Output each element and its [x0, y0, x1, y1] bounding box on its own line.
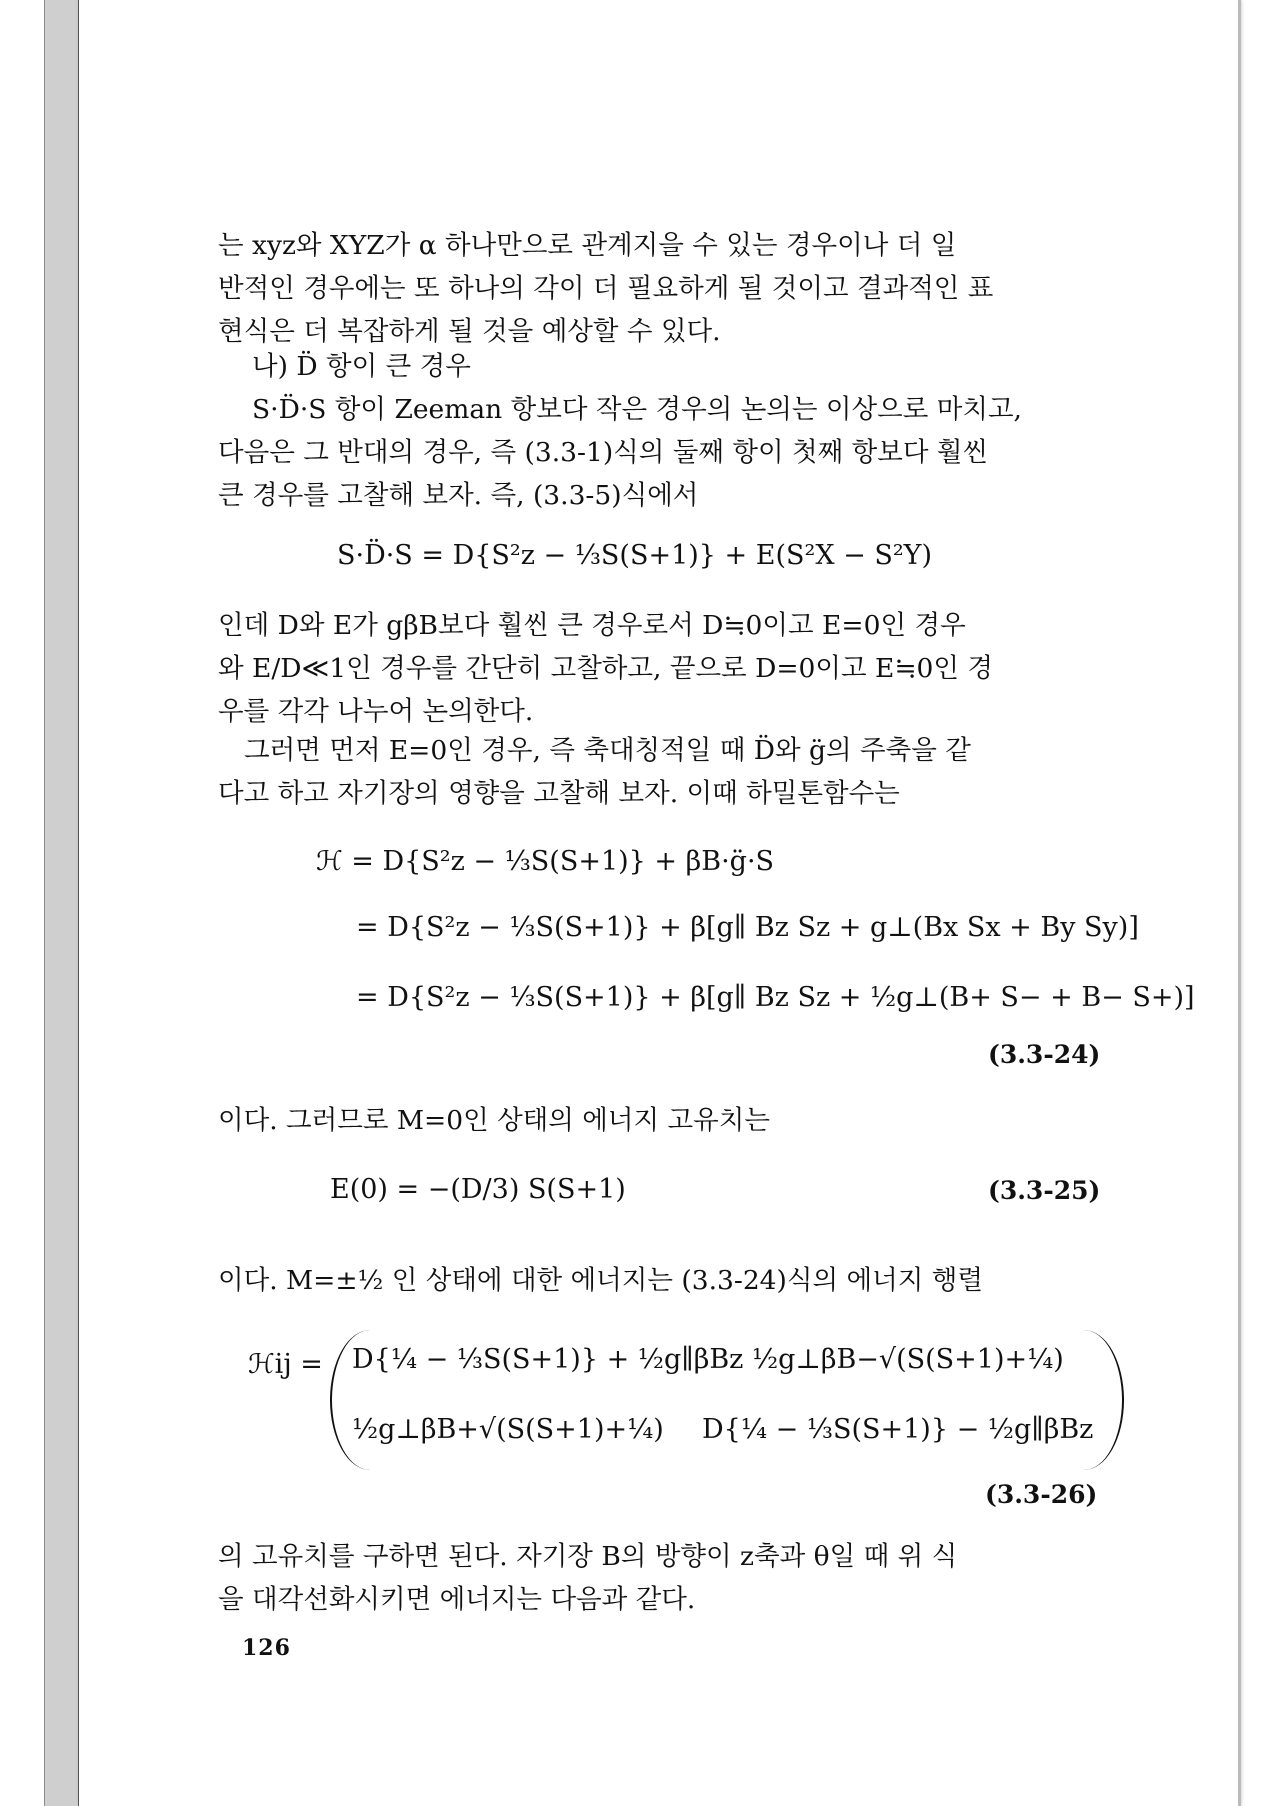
text-line: 큰 경우를 고찰해 보자. 즉, (3.3-5)식에서 [218, 480, 699, 511]
matrix-cell: D{¼ − ⅓S(S+1)} − ½g∥βBz [702, 1414, 1094, 1445]
paragraph-3 [218, 604, 1130, 733]
equation-2-line-2: = D{S²z − ⅓S(S+1)} + β[g∥ Bz Sz + g⊥(Bx Sx + By Sy)] [356, 912, 1139, 943]
matrix-cell: ½g⊥βB+√(S(S+1)+¼) [352, 1414, 664, 1445]
matrix [330, 1330, 1124, 1470]
text-line: 인데 D와 E가 gβB보다 훨씬 큰 경우로서 D≒0이고 E=0인 경우 [218, 610, 966, 641]
equation-1: S·D̈·S = D{S²z − ⅓S(S+1)} + E(S²X − S²Y) [337, 540, 933, 571]
intro-paragraph [218, 224, 1130, 353]
text-line: 의 고유치를 구하면 된다. 자기장 B의 방향이 z축과 θ일 때 위 식 [218, 1541, 958, 1572]
matrix-cell: ½g⊥βB−√(S(S+1)+¼) [752, 1344, 1064, 1375]
paragraph-2 [218, 388, 1130, 517]
paragraph-6: 이다. M=±½ 인 상태에 대한 에너지는 (3.3-24)식의 에너지 행렬 [218, 1265, 983, 1296]
text-line: 현식은 더 복잡하게 될 것을 예상할 수 있다. [218, 316, 721, 347]
text-line: 다음은 그 반대의 경우, 즉 (3.3-1)식의 둘째 항이 첫째 항보다 훨씬 [218, 437, 989, 468]
text-line: 다고 하고 자기장의 영향을 고찰해 보자. 이때 하밀톤함수는 [218, 778, 900, 809]
equation-2-line-3: = D{S²z − ⅓S(S+1)} + β[g∥ Bz Sz + ½g⊥(B+ S− + B− S+)] [356, 982, 1195, 1013]
page-number: 126 [242, 1635, 291, 1661]
paragraph-7 [218, 1535, 1130, 1621]
matrix-cell: D{¼ − ⅓S(S+1)} + ½g∥βBz [352, 1344, 744, 1375]
matrix-lhs: ℋij = [248, 1349, 323, 1380]
equation-2-line-1: ℋ = D{S²z − ⅓S(S+1)} + βB·g̈·S [316, 846, 775, 877]
text-line: 와 E/D≪1인 경우를 간단히 고찰하고, 끝으로 D=0이고 E≒0인 경 [218, 653, 994, 684]
equation-number: (3.3-25) [988, 1176, 1101, 1205]
paragraph-5: 이다. 그러므로 M=0인 상태의 에너지 고유치는 [218, 1105, 770, 1136]
text-line: 우를 각각 나누어 논의한다. [218, 696, 534, 727]
text-line: 그러면 먼저 E=0인 경우, 즉 축대칭적일 때 D̈와 g̈의 주축을 같 [244, 735, 971, 766]
equation-number: (3.3-26) [985, 1480, 1098, 1509]
subheading: 나) D̈ 항이 큰 경우 [252, 351, 471, 382]
text-line: 는 xyz와 XYZ가 α 하나만으로 관계지을 수 있는 경우이나 더 일 [218, 230, 957, 261]
paragraph-4 [218, 729, 1130, 815]
book-spine [44, 0, 80, 1806]
equation-3: E(0) = −(D/3) S(S+1) [330, 1174, 626, 1205]
text-line: 반적인 경우에는 또 하나의 각이 더 필요하게 될 것이고 결과적인 표 [218, 273, 994, 304]
equation-number: (3.3-24) [988, 1040, 1101, 1069]
text-line: S·D̈·S 항이 Zeeman 항보다 작은 경우의 논의는 이상으로 마치고, [252, 394, 1022, 425]
text-line: 을 대각선화시키면 에너지는 다음과 같다. [218, 1584, 696, 1615]
page-edge [1238, 0, 1241, 1806]
